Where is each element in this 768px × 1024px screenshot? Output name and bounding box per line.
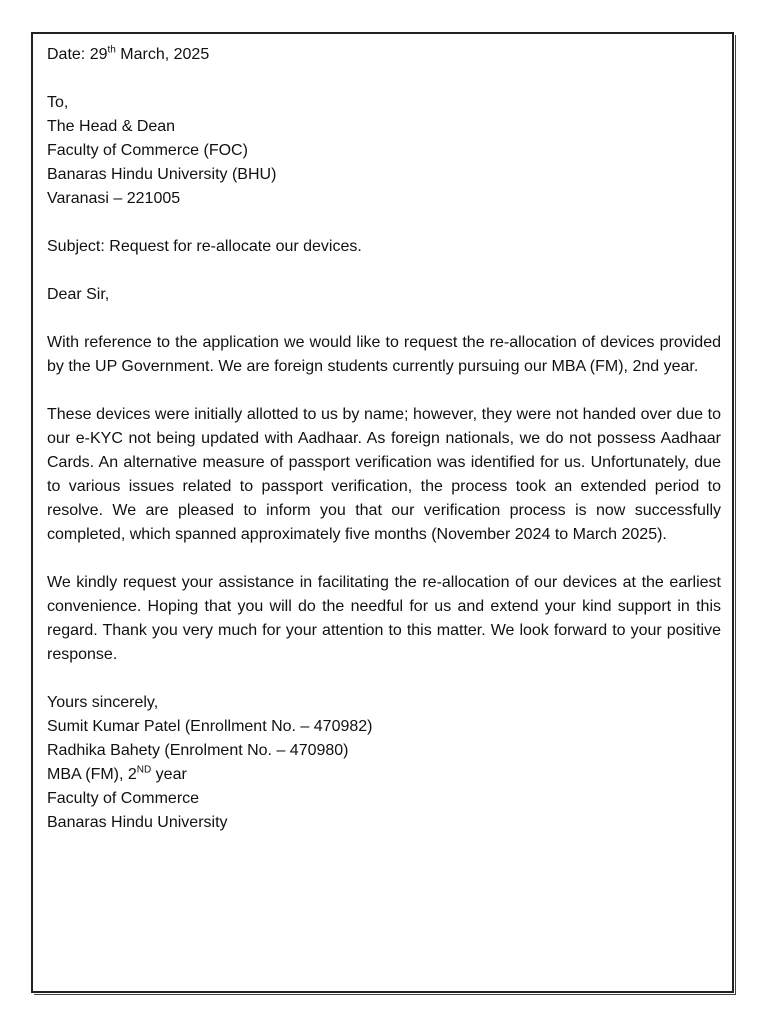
program-line: MBA (FM), 2ND year	[47, 764, 187, 783]
signer-1: Sumit Kumar Patel (Enrollment No. – 470982)	[47, 718, 373, 735]
letter-subject: Subject: Request for re-allocate our devices.	[47, 238, 362, 255]
letter-body	[47, 43, 721, 835]
recipient-line-4: Varanasi – 221005	[47, 190, 181, 207]
university-line: Banaras Hindu University	[47, 814, 228, 831]
signer-2: Radhika Bahety (Enrolment No. – 470980)	[47, 742, 349, 759]
letter-greeting: Dear Sir,	[47, 286, 110, 303]
recipient-line-1: The Head & Dean	[47, 118, 176, 135]
recipient-line-2: Faculty of Commerce (FOC)	[47, 142, 248, 159]
faculty-line: Faculty of Commerce	[47, 790, 200, 807]
letter-date: Date: 29th March, 2025	[47, 44, 210, 63]
body-paragraph-2: These devices were initially allotted to us by name; however, they were not handed over due to our e-KYC not being updated with Aadhaar. As foreign nationals, we do not possess Aadhaar Cards. An alternative measure of passport verification was identified for us. Unfortunately, due to various issues related to passport verification, the process took an extended period to resolve. We are pleased to inform you that our verification process is now successfully completed, which spanned approximately five months (November 2024 to March 2025).	[47, 406, 721, 543]
program-ordinal-suffix: ND	[136, 764, 152, 776]
recipient-to: To,	[47, 94, 69, 111]
recipient-line-3: Banaras Hindu University (BHU)	[47, 166, 277, 183]
body-paragraph-1: With reference to the application we would like to request the re-allocation of devices provided by the UP Government. We are foreign students currently pursuing our MBA (FM), 2nd year.	[47, 334, 721, 375]
date-ordinal-suffix: th	[107, 44, 116, 56]
body-paragraph-3: We kindly request your assistance in facilitating the re-allocation of our devices at the earliest convenience. Hoping that you will do the needful for us and extend your kind support in this regard. Thank you very much for your attention to this matter. We look forward to your positive response.	[47, 574, 721, 663]
closing-block	[47, 691, 721, 835]
sign-off: Yours sincerely,	[47, 694, 159, 711]
recipient-address	[47, 91, 721, 211]
